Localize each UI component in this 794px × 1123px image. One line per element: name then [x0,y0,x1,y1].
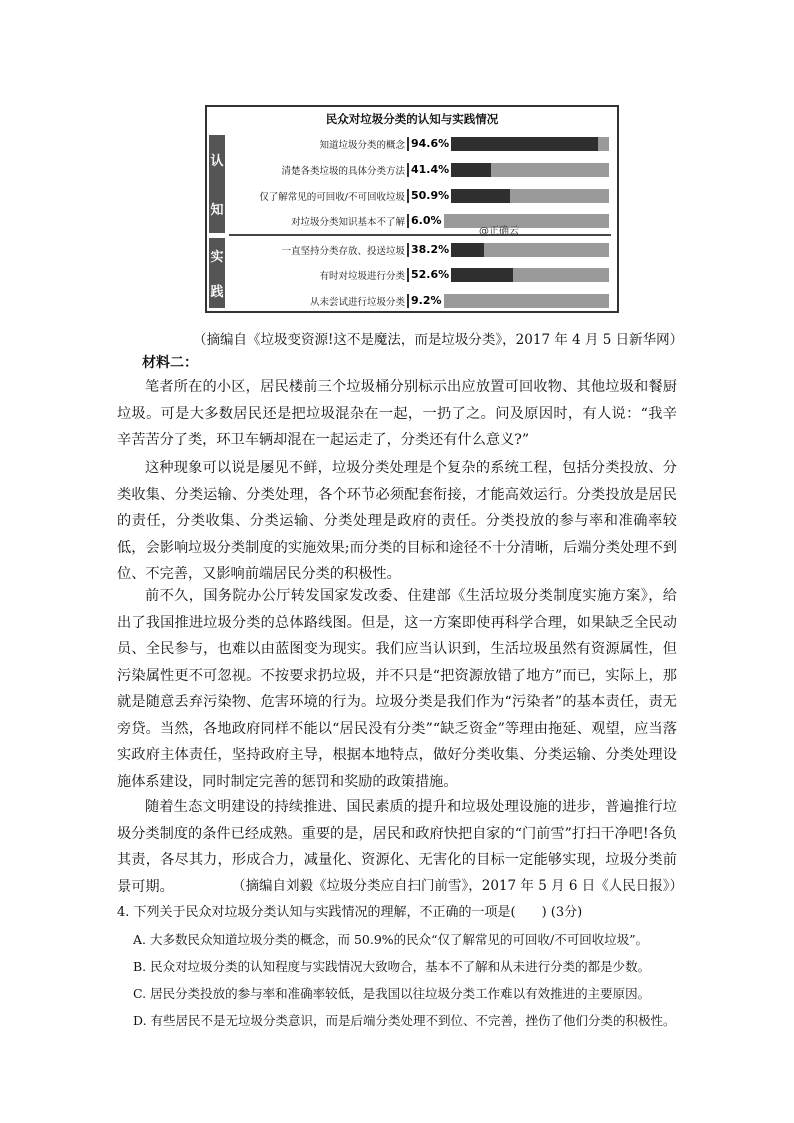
option-d: D. 有些居民不是无垃圾分类意识，而是后端分类处理不到位、不完善，挫伤了他们分类的积极性。 [133,1013,676,1028]
bar-track [407,163,609,177]
bar-label: 对垃圾分类知识基本不了解 [290,217,405,228]
chart-row [207,242,617,258]
bar-track [407,268,609,282]
bar-value-label: 50.9% [411,189,450,202]
chart-row [207,136,617,152]
bar-track [407,137,609,151]
chart-row [207,188,617,204]
material-heading: 材料二： [142,355,198,371]
bar-label: 知道垃圾分类的概念 [319,140,405,151]
option-b: B. 民众对垃圾分类的认知程度与实践情况大致吻合，基本不了解和从未进行分类的都是少数。 [133,959,651,974]
bar-label: 有时对垃圾进行分类 [319,271,405,282]
watermark: @正确云 [479,226,519,237]
bar-label: 仅了解常见的可回收/不可回收垃圾 [259,192,405,203]
bar-value-label: 94.6% [411,137,450,150]
option-a: A. 大多数民众知道垃圾分类的概念，而 50.9%的民众“仅了解常见的可回收/不可回收垃圾”。 [133,932,649,947]
group-tag-practice-char-2: 践 [210,285,224,300]
bar-label: 清楚各类垃圾的具体分类方法 [281,166,405,177]
bar-label: 从未尝试进行垃圾分类 [309,297,405,308]
bar-track [407,294,609,308]
chart-row [207,213,617,229]
option-c: C. 居民分类投放的参与率和准确率较低，是我国以往垃圾分类工作难以有效推进的主要原因。 [133,986,651,1001]
group-tag-cognition-char-2: 知 [210,203,224,218]
chart-figure [205,105,619,313]
group-tag-practice-char-1: 实 [210,250,224,265]
group-tag-cognition-char-1: 认 [210,154,224,169]
bar-track [407,243,609,257]
bar-value-label: 52.6% [411,268,450,281]
bar-value-label: 38.2% [411,243,450,256]
source-citation-1: （摘编自《垃圾变资源!这不是魔法，而是垃圾分类》，2017 年 4 月 5 日新华网） [193,332,684,348]
chart-row [207,267,617,283]
paragraph-4: 随着生态文明建设的持续推进、国民素质的提升和垃圾处理设施的进步，普遍推行垃圾分类制度的条件已经成熟。重要的是，居民和政府快把自家的“门前雪”打扫干净吧!各负其责，各尽其力，形成合力，减量化、资源化、无害化的目标一定能够实现，垃圾分类前景可期。 [117,799,677,895]
chart-row [207,293,617,309]
bar-value-label: 9.2% [411,294,442,307]
bar-value-label: 41.4% [411,163,450,176]
bar-label: 一直坚持分类存放、投送垃圾 [281,246,405,257]
group-separator [229,234,611,236]
paragraph-2: 这种现象可以说是屡见不鲜，垃圾分类处理是个复杂的系统工程，包括分类投放、分类收集、分类运输、分类处理，各个环节必须配套衔接，才能高效运行。分类投放是居民的责任，分类收集、分类运输、分类处理是政府的责任。分类投放的参与率和准确率较低，会影响垃圾分类制度的实施效果;而分类的目标和途径不十分清晰，后端分类处理不到位、不完善，又影响前端居民分类的积极性。 [117,460,677,582]
bar-value-label: 6.0% [411,214,442,227]
source-citation-2: （摘编自刘毅《垃圾分类应自扫门前雪》，2017 年 5 月 6 日《人民日报》） [232,878,683,894]
chart-title: 民众对垃圾分类的认知与实践情况 [325,112,499,126]
chart-row [207,162,617,178]
paragraph-1: 笔者所在的小区，居民楼前三个垃圾桶分别标示出应放置可回收物、其他垃圾和餐厨垃圾。可是大多数居民还是把垃圾混杂在一起，一扔了之。问及原因时，有人说：“我辛辛苦苦分了类，环卫车辆却混在一起运走了，分类还有什么意义?” [117,379,677,448]
question-stem: 4. 下列关于民众对垃圾分类认知与实践情况的理解，不正确的一项是( ) (3分) [117,905,583,920]
paragraph-3: 前不久，国务院办公厅转发国家发改委、住建部《生活垃圾分类制度实施方案》，给出了我国推进垃圾分类的总体路线图。但是，这一方案即使再科学合理，如果缺乏全民动员、全民参与，也难以由蓝图变为现实。我们应当认识到，生活垃圾虽然有资源属性，但污染属性更不可忽视。不按要求扔垃圾，并不只是“把资源放错了地方”而已，实际上，那就是随意丢弃污染物、危害环境的行为。垃圾分类是我们作为“污染者”的基本责任，责无旁贷。当然，各地政府同样不能以“居民没有分类”“缺乏资金”等理由拖延、观望，应当落实政府主体责任，坚持政府主导，根据本地特点，做好分类收集、分类运输、分类处理设施体系建设，同时制定完善的惩罚和奖励的政策措施。 [117,588,677,790]
bar-track [407,189,609,203]
